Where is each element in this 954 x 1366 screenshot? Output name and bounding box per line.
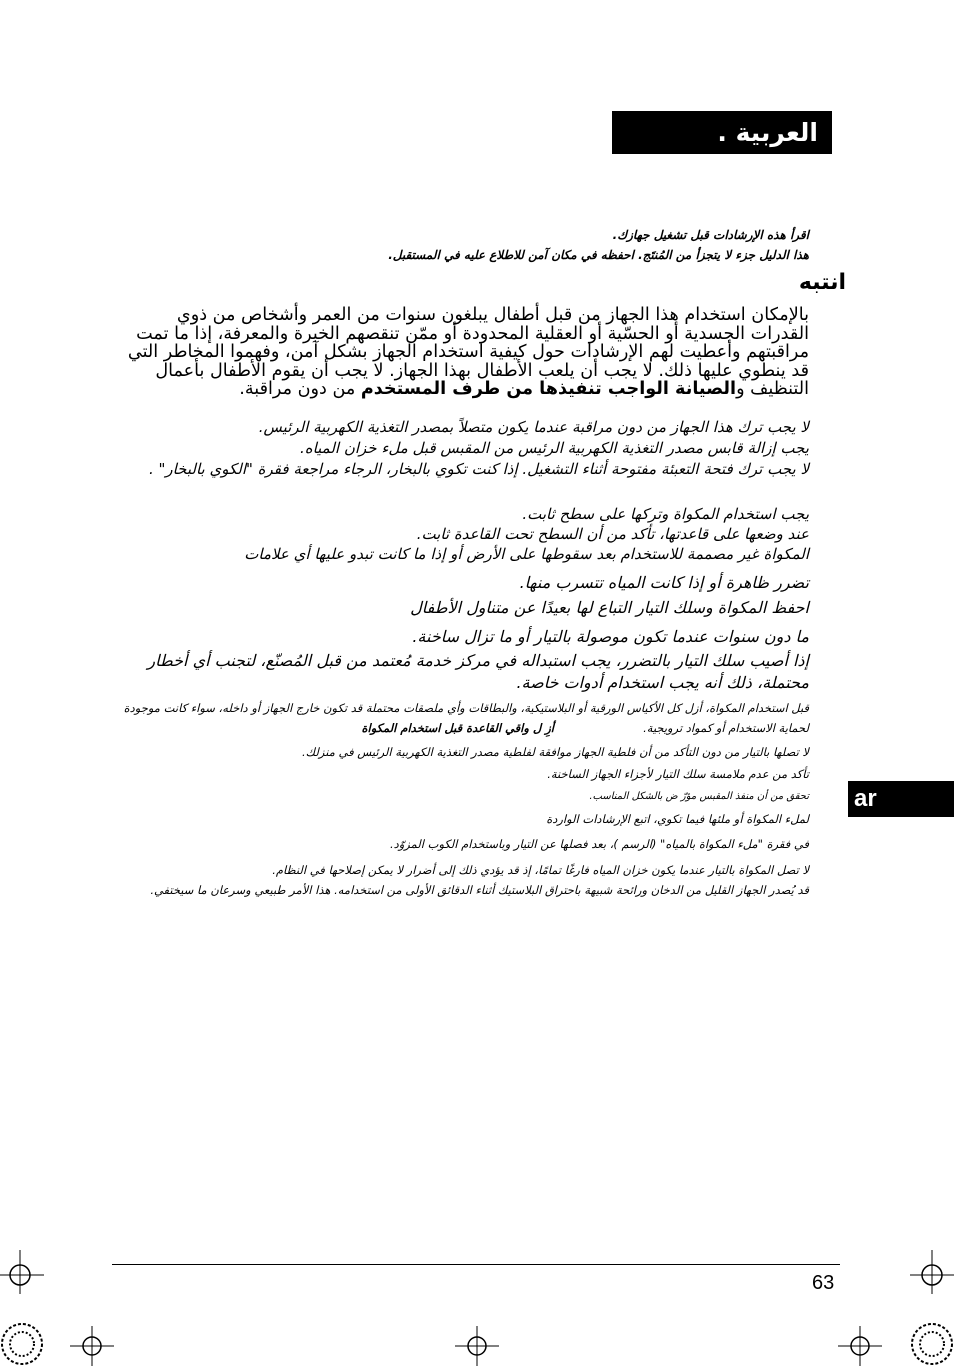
instruction-item: في فقرة "ملء المكواة بالمياه" (الرسم )، بعد فصلها عن التيار وباستخدام الكوب المزوّد. bbox=[389, 837, 809, 851]
registration-mark-icon bbox=[70, 1326, 114, 1366]
instruction-item: لا تصل المكواة بالتيار عندما يكون خزان المياه فارغًا تمامًا، إذ قد يؤدي ذلك إلى أضرار لا يمكن إصلاحها في النظام. bbox=[272, 863, 809, 877]
instruction-item: تحقق من أن منفذ المقبس مؤرّ ض بالشكل المناسب. bbox=[589, 791, 809, 802]
warning-main-text-1: بالإمكان استخدام هذا الجهاز من قبل أطفال يبلغون سنوات من العمر وأشخاص من ذوي القدرات الجسدية أو الحسّية أو العقلية المحدودة أو ممّن تنقصهم الخبرة والمعرفة، إذا ما تمت مراقبتهم وأعطيت لهم الإرشادات حول كيفية استخدام الجهاز بشكل آمن، وفهموا المخاطر التي قد ينطوي عليها ذلك. لا يجب أن يلعب الأطفال بهذا الجهاز. لا يجب أن يقوم الأطفال بأعمال التنظيف و bbox=[127, 305, 809, 399]
instruction-item: قبل استخدام المكواة، أزل كل الأكياس الورقية أو البلاستيكية، والبطاقات وأي ملصقات محتملة قد تكون خارج الجهاز أو داخله، سواء كانت موجودة لحماية الاستخدام أو كمواد ترويجية. bbox=[123, 701, 809, 735]
instruction-item: ما دون سنوات عندما تكون موصولة بالتيار أو ما تزال ساخنة. bbox=[412, 627, 809, 646]
warning-main-paragraph bbox=[119, 306, 809, 399]
intro-line-keep-guide: هذا الدليل جزء لا يتجزأ من المُنتَج. احفظه في مكان آمن للاطلاع عليه في المستقبل. bbox=[388, 248, 809, 262]
warning-main-bold: الصيانة الواجب تنفيذها من طرف المستخدم bbox=[360, 379, 737, 399]
registration-mark-icon bbox=[0, 1250, 44, 1294]
instruction-item: احفظ المكواة وسلك التيار التباع لها بعيدًا عن متناول الأطفال bbox=[410, 598, 809, 617]
instruction-item: عند وضعها على قاعدتها، تأكد من أن السطح تحت القاعدة ثابت. bbox=[416, 525, 809, 543]
page-number: 63 bbox=[812, 1272, 835, 1294]
warning-heading: انتبه bbox=[798, 270, 846, 295]
instruction-item: لا يجب ترك فتحة التعبئة مفتوحة أثناء التشغيل. إذا كنت تكوي بالبخار، الرجاء مراجعة فقرة "الكوي بالبخار" . bbox=[148, 460, 809, 478]
language-tab bbox=[848, 781, 954, 817]
remove-soleplate-protector: أزِ ل واقي القاعدة قبل استخدام المكواة bbox=[361, 721, 554, 735]
language-header bbox=[612, 111, 832, 154]
registration-mark-icon bbox=[455, 1326, 499, 1366]
instruction-item: تضرر ظاهرة أو إذا كانت المياه تتسرب منها. bbox=[519, 573, 809, 592]
print-color-wheel-icon bbox=[0, 1322, 44, 1366]
instruction-item: قد يُصدر الجهاز القليل من الدخان ورائحة شبيهة باحتراق البلاستيك أثناء الدقائق الأولى من استخدامه. هذا الأمر طبيعي وسرعان ما سيختفي. bbox=[150, 883, 809, 897]
instruction-item: يجب إزالة قابس مصدر التغذية الكهربية الرئيس من المقبس قبل ملء خزان المياه. bbox=[299, 439, 809, 457]
language-tab-label: ar bbox=[854, 785, 877, 812]
print-color-wheel-icon bbox=[910, 1322, 954, 1366]
instruction-item-bold bbox=[254, 718, 554, 738]
registration-mark-icon bbox=[910, 1250, 954, 1294]
registration-mark-icon bbox=[838, 1326, 882, 1366]
instruction-item: المكواة غير مصممة للاستخدام بعد سقوطها على الأرض أو إذا ما كانت تبدو عليها أي علامات bbox=[244, 545, 809, 563]
warning-main-text-2: من دون مراقبة. bbox=[239, 379, 361, 399]
instruction-item: تأكد من عدم ملامسة سلك التيار لأجزاء الجهاز الساخنة. bbox=[547, 767, 809, 781]
instruction-item: يجب استخدام المكواة وتركها على سطح ثابت. bbox=[522, 505, 809, 523]
instruction-item: لا يجب ترك هذا الجهاز من دون مراقبة عندما يكون متصلاً بمصدر التغذية الكهربية الرئيس. bbox=[258, 418, 809, 436]
instruction-item: لا تصلها بالتيار من دون التأكد من أن فلطية الجهاز موافقة لفلطية مصدر التغذية الكهربية الرئيس في منزلك. bbox=[302, 745, 809, 759]
language-header-title: العربية . bbox=[717, 118, 818, 147]
instruction-item: إذا أصيب سلك التيار بالتضرر، يجب استبداله في مركز خدمة مُعتمد من قبل المُصنّع، لتجنب أي أخطار محتملة، ذلك أنه يجب استخدام أدوات خاصة. bbox=[147, 651, 809, 692]
intro-line-read-instructions: اقرأ هذه الإرشادات قبل تشغيل جهازك. bbox=[612, 228, 809, 242]
instruction-item: لملء المكواة أو ملئها فيما تكوي، اتبع الإرشادات الواردة bbox=[546, 812, 809, 826]
footer-rule bbox=[112, 1264, 840, 1265]
